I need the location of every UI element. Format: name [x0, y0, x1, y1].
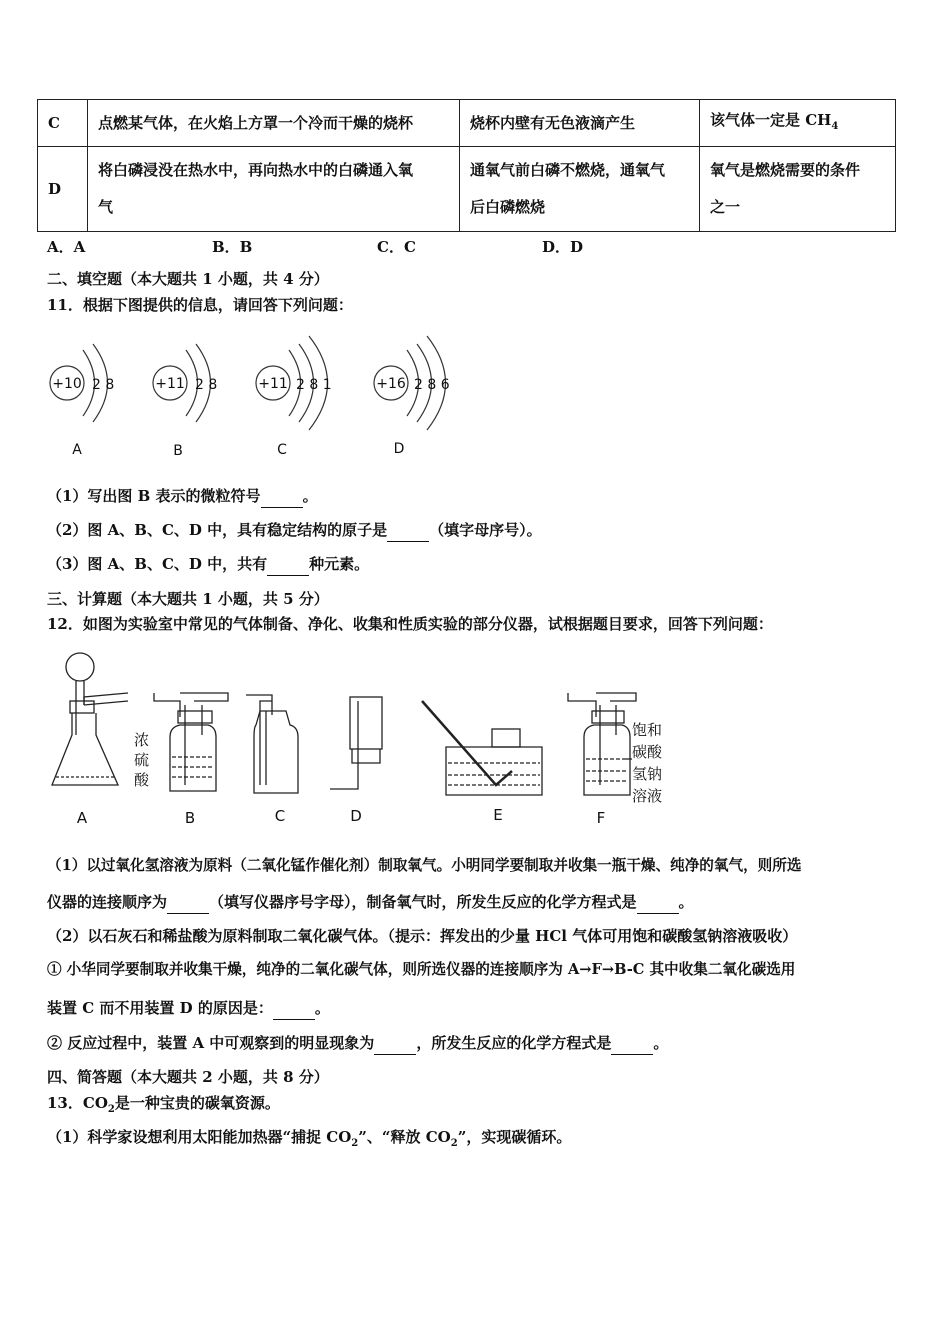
reagent-label: 酸: [134, 771, 150, 789]
option-cell: C: [38, 100, 88, 147]
apparatus-label: C: [274, 807, 286, 825]
option-cell: D: [38, 147, 88, 232]
answer-blank[interactable]: [261, 485, 303, 508]
table-row: [38, 147, 896, 232]
atom-label: D: [393, 441, 405, 457]
atom-label: C: [277, 442, 287, 458]
answer-blank[interactable]: [611, 1032, 653, 1055]
apparatus-a: [52, 653, 128, 785]
apparatus-b: [154, 693, 228, 791]
sub-question: （3）图 A、B、C、D 中，共有 种元素。: [47, 553, 369, 576]
answer-blank[interactable]: [167, 891, 209, 914]
apparatus-label: D: [350, 807, 362, 825]
question-paragraph: ② 反应过程中，装置 A 中可观察到的明显现象为 ，所发生反应的化学方程式是 。: [47, 1032, 668, 1055]
answer-blank[interactable]: [267, 553, 309, 576]
sub-question: （2）图 A、B、C、D 中，具有稳定结构的原子是 （填字母序号）。: [47, 519, 542, 542]
atom-label: A: [72, 442, 82, 458]
section-title: 二、填空题（本大题共 1 小题，共 4 分）: [47, 270, 329, 288]
table-row: [38, 100, 896, 147]
reagent-label: 氢钠: [632, 765, 663, 783]
apparatus-label: E: [493, 806, 503, 824]
question-paragraph: （2）以石灰石和稀盐酸为原料制取二氧化碳气体。（提示：挥发出的少量 HCl 气体可用饱和碳酸氢钠溶液吸收）: [47, 927, 798, 945]
reagent-label: 浓: [134, 731, 150, 749]
apparatus-f: [568, 693, 636, 795]
apparatus-d: [330, 697, 382, 789]
reagent-label: 碳酸: [632, 743, 663, 761]
question-paragraph: 仪器的连接顺序为 （填写仪器序号字母），制备氧气时，所发生反应的化学方程式是 。: [47, 891, 694, 914]
question-paragraph: 装置 C 而不用装置 D 的原因是： 。: [47, 997, 330, 1020]
section-title: 四、简答题（本大题共 2 小题，共 8 分）: [47, 1068, 329, 1086]
apparatus-label: B: [184, 809, 196, 827]
nucleus-charge: +16: [376, 376, 406, 392]
choice-c: C．C: [377, 238, 416, 256]
phenomenon-cell: 通氧气前白磷不燃烧，通氧气 后白磷燃烧: [460, 147, 700, 232]
choice-a: A．A: [47, 238, 86, 256]
atom-structure-diagrams: [40, 330, 480, 460]
sub-question: （1）科学家设想利用太阳能加热器“捕捉 $CO_2$”、“释放 $CO_2$”，实现碳循环。: [47, 1128, 572, 1149]
sub-question: （1）写出图 B 表示的微粒符号 。: [47, 485, 318, 508]
question-paragraph: ① 小华同学要制取并收集干燥，纯净的二氧化碳气体，则所选仪器的连接顺序为 A→F→B-C 其中收集二氧化碳选用: [47, 961, 796, 978]
answer-blank[interactable]: [637, 891, 679, 914]
phenomenon-cell: 烧杯内壁有无色液滴产生: [460, 100, 700, 147]
reagent-label: 溶液: [632, 787, 663, 805]
atom-label: B: [173, 443, 183, 459]
conclusion-cell: 该气体一定是 $CH_4$: [700, 100, 896, 147]
electron-config: 2 8 6: [414, 377, 450, 393]
choice-b: B．B: [212, 238, 253, 256]
question-stem: 13．$CO_2$是一种宝贵的碳氧资源。: [47, 1094, 280, 1115]
electron-config: 2 8: [92, 377, 115, 393]
options-table: [37, 99, 896, 232]
apparatus-e: [422, 701, 542, 795]
nucleus-charge: +11: [258, 376, 288, 392]
nucleus-charge: +10: [52, 376, 82, 392]
choice-d: D．D: [542, 238, 584, 256]
apparatus-c: [246, 695, 298, 793]
electron-config: 2 8 1: [296, 377, 332, 393]
operation-cell: 将白磷浸没在热水中，再向热水中的白磷通入氧 气: [88, 147, 460, 232]
answer-blank[interactable]: [273, 997, 315, 1020]
apparatus-label: A: [76, 809, 88, 827]
conclusion-cell: 氧气是燃烧需要的条件 之一: [700, 147, 896, 232]
reagent-label: 硫: [134, 751, 150, 769]
question-paragraph: （1）以过氧化氢溶液为原料（二氧化锰作催化剂）制取氧气。小明同学要制取并收集一瓶干燥、纯净的氧气，则所选: [47, 857, 802, 874]
answer-blank[interactable]: [374, 1032, 416, 1055]
section-title: 三、计算题（本大题共 1 小题，共 5 分）: [47, 590, 329, 608]
electron-config: 2 8: [195, 377, 218, 393]
apparatus-label: F: [596, 809, 606, 827]
question-stem: 11．根据下图提供的信息，请回答下列问题：: [47, 296, 353, 314]
nucleus-charge: +11: [155, 376, 185, 392]
apparatus-diagram: [40, 645, 680, 835]
operation-cell: 点燃某气体，在火焰上方罩一个冷而干燥的烧杯: [88, 100, 460, 147]
reagent-label: 饱和: [632, 721, 663, 739]
question-stem: 12．如图为实验室中常见的气体制备、净化、收集和性质实验的部分仪器，试根据题目要求，回答下列问题：: [47, 615, 773, 633]
answer-blank[interactable]: [387, 519, 429, 542]
